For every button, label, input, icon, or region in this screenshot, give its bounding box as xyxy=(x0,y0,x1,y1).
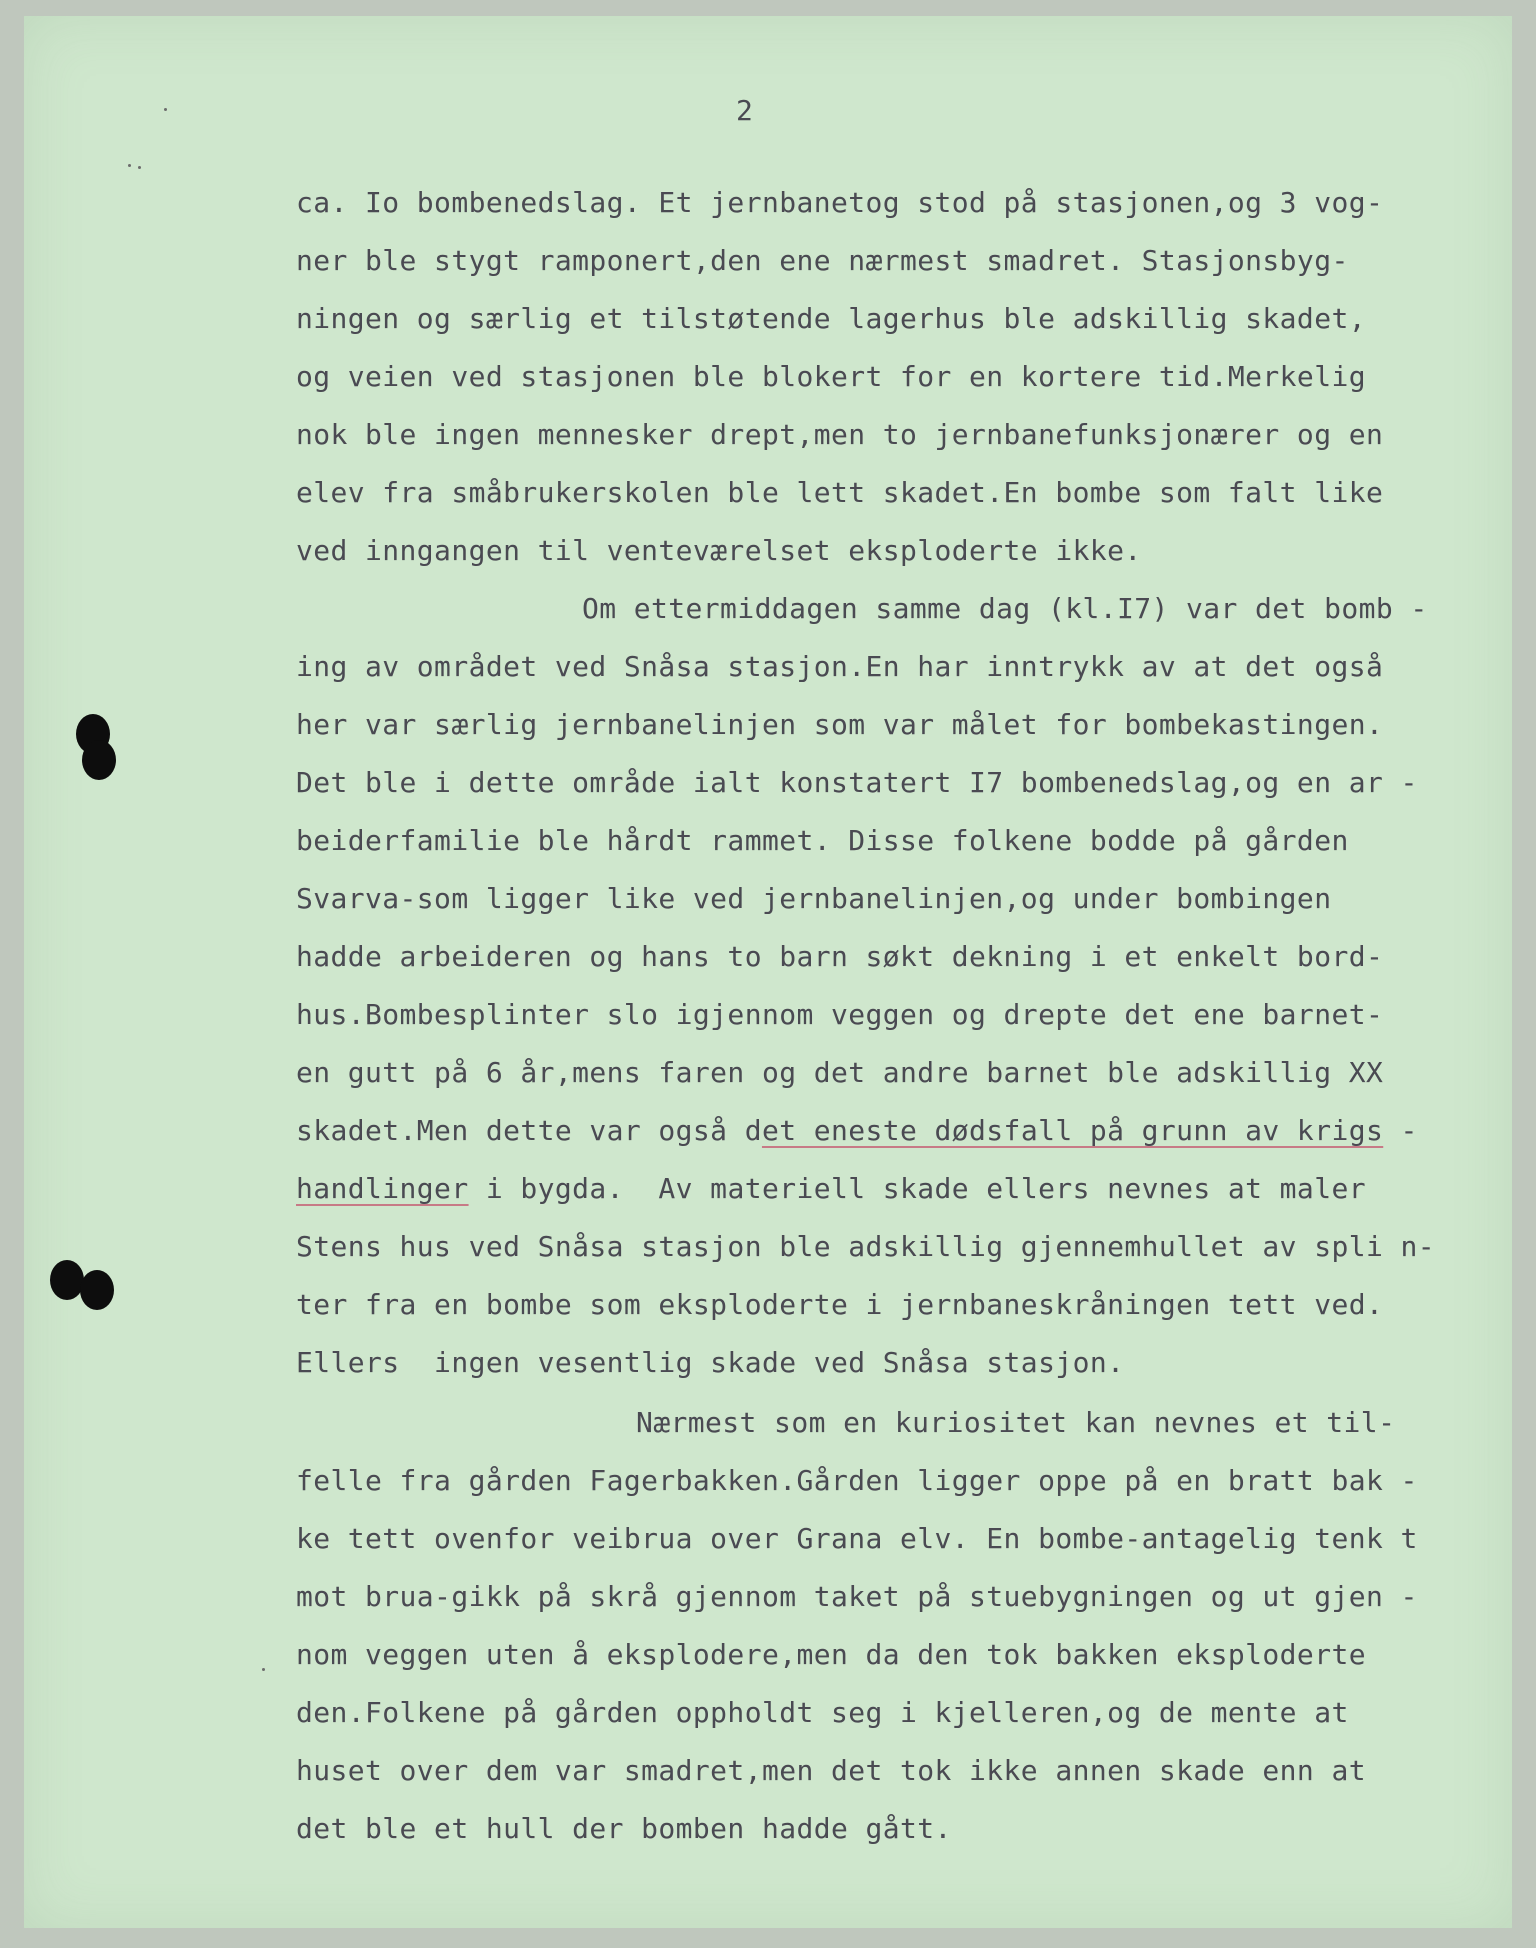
text-line: huset over dem var smadret,men det tok ikke annen skade enn at xyxy=(296,1754,1366,1787)
text-line: ner ble stygt ramponert,den ene nærmest smadret. Stasjonsbyg- xyxy=(296,244,1349,277)
page-number: 2 xyxy=(736,94,754,127)
text-segment: i bygda. Av materiell skade ellers nevnes at maler xyxy=(468,1172,1366,1205)
text-line: ca. Io bombenedslag. Et jernbanetog stod på stasjonen,og 3 vog- xyxy=(296,186,1384,219)
text-segment: - xyxy=(1383,1114,1418,1147)
text-line: en gutt på 6 år,mens faren og det andre barnet ble adskillig XX xyxy=(296,1056,1384,1089)
text-line: felle fra gården Fagerbakken.Gården ligger oppe på en bratt bak - xyxy=(296,1464,1418,1497)
text-line: ke tett ovenfor veibrua over Grana elv. En bombe-antagelig tenk t xyxy=(296,1522,1418,1555)
text-line: og veien ved stasjonen ble blokert for en kortere tid.Merkelig xyxy=(296,360,1366,393)
text-line: nom veggen uten å eksplodere,men da den tok bakken eksploderte xyxy=(296,1638,1366,1671)
punch-hole xyxy=(80,1270,114,1310)
text-line: her var særlig jernbanelinjen som var målet for bombekastingen. xyxy=(296,708,1384,741)
red-underlined-text: handlinger xyxy=(296,1172,469,1205)
paper-speck xyxy=(128,164,131,167)
text-line: hadde arbeideren og hans to barn søkt dekning i et enkelt bord- xyxy=(296,940,1384,973)
text-line: mot brua-gikk på skrå gjennom taket på stuebygningen og ut gjen - xyxy=(296,1580,1418,1613)
text-segment: skadet.Men dette var også d xyxy=(296,1114,762,1147)
paragraph-start-line: Nærmest som en kuriositet kan nevnes et til- xyxy=(636,1406,1396,1439)
text-line: det ble et hull der bomben hadde gått. xyxy=(296,1812,952,1845)
text-line-with-underline xyxy=(296,1172,1366,1206)
text-line: ing av området ved Snåsa stasjon.En har inntrykk av at det også xyxy=(296,650,1384,683)
punch-hole xyxy=(50,1260,84,1300)
paper-speck xyxy=(164,108,167,111)
text-line: Ellers ingen vesentlig skade ved Snåsa stasjon. xyxy=(296,1346,1125,1379)
text-line-with-underline xyxy=(296,1114,1418,1148)
text-line: Stens hus ved Snåsa stasjon ble adskillig gjennemhullet av spli n- xyxy=(296,1230,1435,1263)
punch-hole xyxy=(82,740,116,780)
text-line: nok ble ingen mennesker drept,men to jernbanefunksjonærer og en xyxy=(296,418,1384,451)
text-line: beiderfamilie ble hårdt rammet. Disse folkene bodde på gården xyxy=(296,824,1349,857)
paragraph-start-line: Om ettermiddagen samme dag (kl.I7) var det bomb - xyxy=(582,592,1428,625)
text-line: Det ble i dette område ialt konstatert I7 bombenedslag,og en ar - xyxy=(296,766,1418,799)
text-line: hus.Bombesplinter slo igjennom veggen og drepte det ene barnet- xyxy=(296,998,1384,1031)
text-line: ningen og særlig et tilstøtende lagerhus ble adskillig skadet, xyxy=(296,302,1366,335)
document-page xyxy=(24,16,1512,1928)
paper-speck xyxy=(138,166,141,169)
text-line: Svarva-som ligger like ved jernbanelinjen,og under bombingen xyxy=(296,882,1332,915)
text-line: ved inngangen til venteværelset eksploderte ikke. xyxy=(296,534,1142,567)
red-underlined-text: et eneste dødsfall på grunn av krigs xyxy=(761,1114,1384,1147)
text-line: elev fra småbrukerskolen ble lett skadet.En bombe som falt like xyxy=(296,476,1384,509)
text-line: ter fra en bombe som eksploderte i jernbaneskråningen tett ved. xyxy=(296,1288,1384,1321)
text-line: den.Folkene på gården oppholdt seg i kjelleren,og de mente at xyxy=(296,1696,1349,1729)
paper-speck xyxy=(262,1668,265,1671)
